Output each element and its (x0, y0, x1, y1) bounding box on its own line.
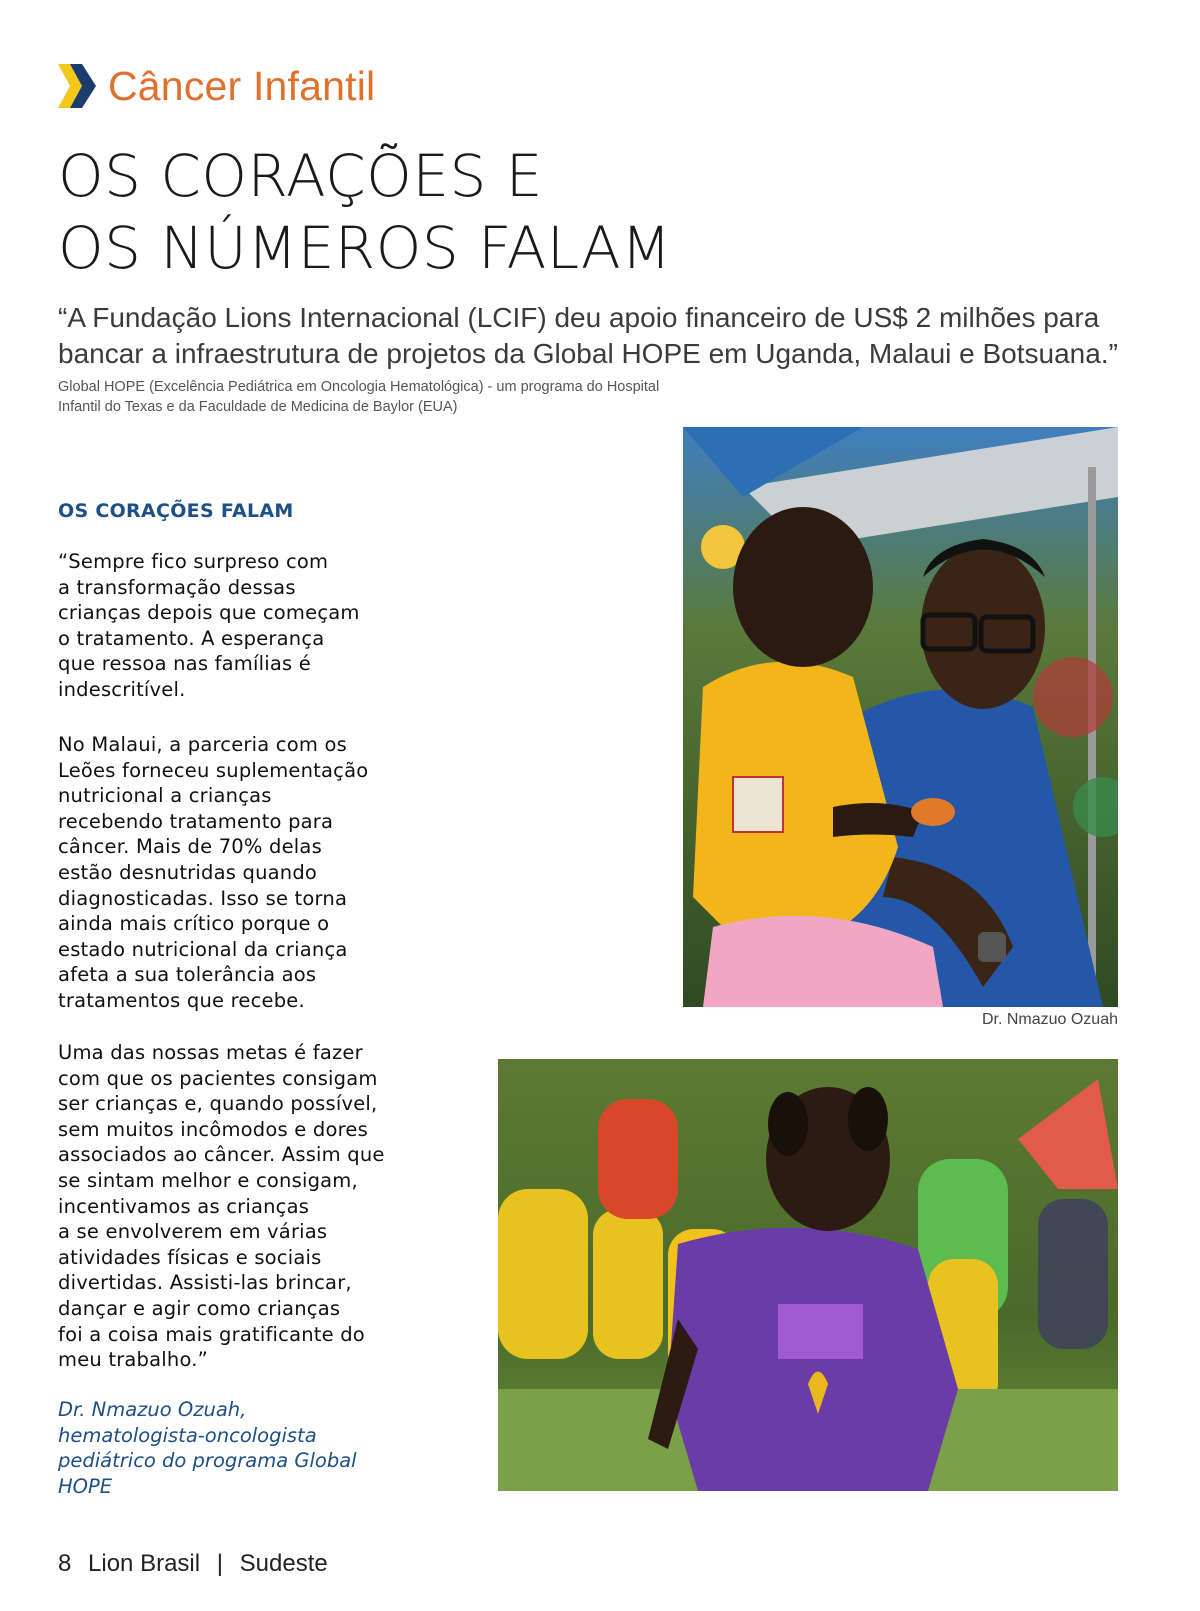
page-footer (58, 1550, 338, 1578)
pull-quote-source: Global HOPE (Excelência Pediátrica em Oncologia Hematológica) - um programa do Hospital Infantil do Texas e da Faculdade de Medicina de Baylor (EUA) (58, 379, 660, 415)
page-title-line-1: OS CORAÇÕES E (58, 142, 543, 210)
photo-caption: Dr. Nmazuo Ozuah (981, 1011, 1118, 1028)
page-number: 8 (58, 1550, 72, 1577)
page-title (58, 140, 1058, 284)
pull-quote: “A Fundação Lions Internacional (LCIF) deu apoio financeiro de US$ 2 milhões para bancar a infraestrutura de projetos da Global HOPE em Uganda, Malaui e Botsuana.” (58, 302, 1118, 369)
section-tag (58, 62, 375, 110)
chevron-arrow-icon (58, 64, 100, 108)
publication-name: Lion Brasil (88, 1550, 201, 1577)
article-paragraph-3: Uma das nossas metas é fazer com que os pacientes consigam ser crianças e, quando possível, sem muitos incômodos e dores associados ao câncer. Assim que se sintam melhor e consigam, incentivamos as crianças a se envolverem em várias atividades físicas e sociais divertidas. Assisti-las brincar, dançar e agir como crianças foi a coisa mais gratificante do meu trabalho.” (58, 1041, 385, 1372)
photo-doctor-with-child (683, 427, 1118, 1007)
article-paragraph-2: No Malaui, a parceria com os Leões forneceu suplementação nutricional a crianças recebendo tratamento para câncer. Mais de 70% delas estão desnutridas quando diagnosticadas. Isso se torna ainda mais crítico porque o estado nutricional da criança afeta a sua tolerância aos tratamentos que recebe. (58, 733, 369, 1012)
section-subheading: OS CORAÇÕES FALAM (58, 500, 294, 522)
article-paragraph-1: “Sempre fico surpreso com a transformação dessas crianças depois que começam o tratamento. A esperança que ressoa nas famílias é indescritível. (58, 550, 360, 701)
section-label: Câncer Infantil (108, 62, 376, 109)
page-title-line-2: OS NÚMEROS FALAM (58, 214, 672, 282)
photo-girl-purple-shirt (498, 1059, 1118, 1491)
footer-separator: | (216, 1550, 223, 1577)
quote-attribution: Dr. Nmazuo Ozuah, hematologista-oncologista pediátrico do programa Global HOPE (58, 1398, 357, 1498)
edition-name: Sudeste (239, 1550, 328, 1577)
